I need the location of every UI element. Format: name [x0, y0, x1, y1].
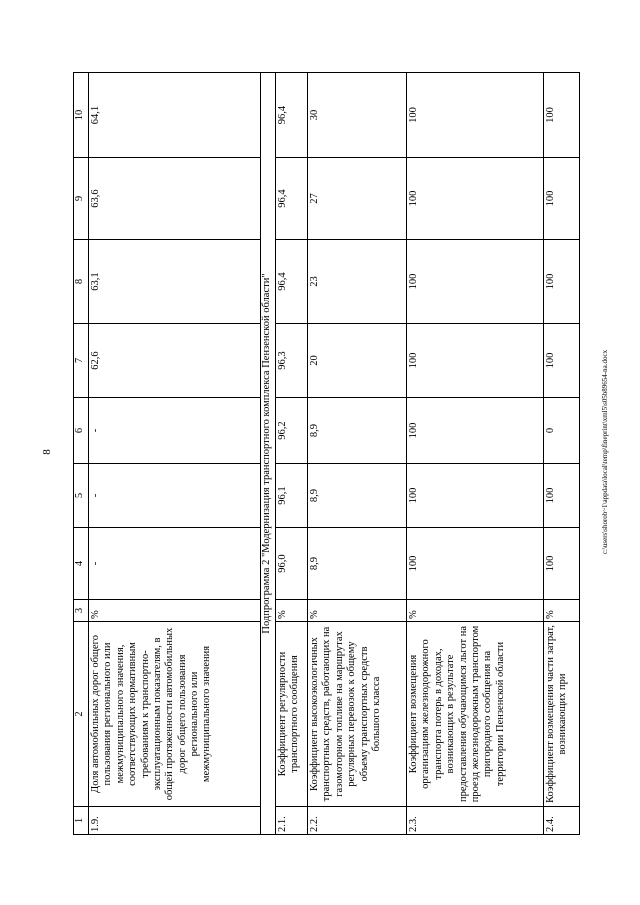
table-row: [89, 73, 261, 835]
table-row: [308, 73, 407, 835]
indicator-name: Коэффициент регулярности транспортного сообщения: [276, 622, 308, 807]
value-col-7: 100: [407, 324, 544, 398]
subprogram-title: Подпрограмма 2 "Модернизация транспортного комплекса Пензенской области": [261, 73, 276, 835]
indicator-name: Коэффициент возмещения организациям железнодорожного транспорта потерь в доходах, возникающих в результате предоставления обучающимся льгот на проезд железнодорожным транспортом пригородного сообщения на территории Пензенской области: [407, 622, 544, 807]
unit: %: [89, 600, 261, 622]
value-col-9: 27: [308, 158, 407, 240]
value-col-5: -: [89, 464, 261, 528]
page-number: 8: [40, 449, 53, 455]
value-col-9: 100: [407, 158, 544, 240]
value-col-4: 100: [544, 528, 580, 600]
value-col-7: 20: [308, 324, 407, 398]
unit: %: [407, 600, 544, 622]
value-col-7: 62,6: [89, 324, 261, 398]
header-row: [74, 73, 89, 835]
value-col-5: 8,9: [308, 464, 407, 528]
indicator-name: Доля автомобильных дорог общего пользования регионального или межмуниципального значения, соответствующих нормативным требованиям к транспортно-эксплуатационным показателям, в общей протяженности автомобильных дорог общего пользования регионального или межмуниципального значения: [89, 622, 261, 807]
header-col-2: 2: [74, 622, 89, 807]
value-col-10: 64,1: [89, 73, 261, 158]
row-number: 2.3.: [407, 807, 544, 835]
value-col-8: 63,1: [89, 240, 261, 324]
indicators-table-rotated: [73, 73, 600, 835]
unit: %: [276, 600, 308, 622]
value-col-10: 30: [308, 73, 407, 158]
unit: %: [308, 600, 407, 622]
table-row: [544, 73, 580, 835]
header-col-1: 1: [74, 807, 89, 835]
indicator-name: Коэффициент высокоэкологичных транспортных средств, работающих на газомоторном топливе на маршрутах регулярных перевозок к общему объему транспортных средств большого класса: [308, 622, 407, 807]
value-col-4: 8,9: [308, 528, 407, 600]
value-col-9: 63,6: [89, 158, 261, 240]
value-col-6: 100: [407, 398, 544, 464]
value-col-10: 96,4: [276, 73, 308, 158]
subprogram-row: [261, 73, 276, 835]
footer-file-path: c:\users\shorob~1\appdata\local\temp\fineprint\xml5\s05b89654-na.docx: [601, 349, 609, 555]
value-col-6: -: [89, 398, 261, 464]
value-col-5: 100: [544, 464, 580, 528]
row-number: 2.2.: [308, 807, 407, 835]
row-number: 2.1.: [276, 807, 308, 835]
value-col-6: 0: [544, 398, 580, 464]
row-number: 1.9.: [89, 807, 261, 835]
value-col-8: 23: [308, 240, 407, 324]
header-col-9: 9: [74, 158, 89, 240]
value-col-9: 96,4: [276, 158, 308, 240]
value-col-7: 96,3: [276, 324, 308, 398]
value-col-8: 100: [544, 240, 580, 324]
header-col-6: 6: [74, 398, 89, 464]
table-row: [276, 73, 308, 835]
value-col-7: 100: [544, 324, 580, 398]
value-col-10: 100: [407, 73, 544, 158]
row-number: 2.4.: [544, 807, 580, 835]
unit: %: [544, 600, 580, 622]
value-col-5: 100: [407, 464, 544, 528]
value-col-10: 100: [544, 73, 580, 158]
value-col-8: 96,4: [276, 240, 308, 324]
header-col-5: 5: [74, 464, 89, 528]
value-col-4: 100: [407, 528, 544, 600]
header-col-8: 8: [74, 240, 89, 324]
value-col-6: 96,2: [276, 398, 308, 464]
value-col-9: 100: [544, 158, 580, 240]
header-col-10: 10: [74, 73, 89, 158]
value-col-4: 96,0: [276, 528, 308, 600]
header-col-4: 4: [74, 528, 89, 600]
header-col-3: 3: [74, 600, 89, 622]
value-col-4: -: [89, 528, 261, 600]
indicators-table: [73, 72, 580, 835]
indicator-name: Коэффициент возмещения части затрат, возникающих при: [544, 622, 580, 807]
value-col-6: 8,9: [308, 398, 407, 464]
value-col-5: 96,1: [276, 464, 308, 528]
table-row: [407, 73, 544, 835]
value-col-8: 100: [407, 240, 544, 324]
header-col-7: 7: [74, 324, 89, 398]
